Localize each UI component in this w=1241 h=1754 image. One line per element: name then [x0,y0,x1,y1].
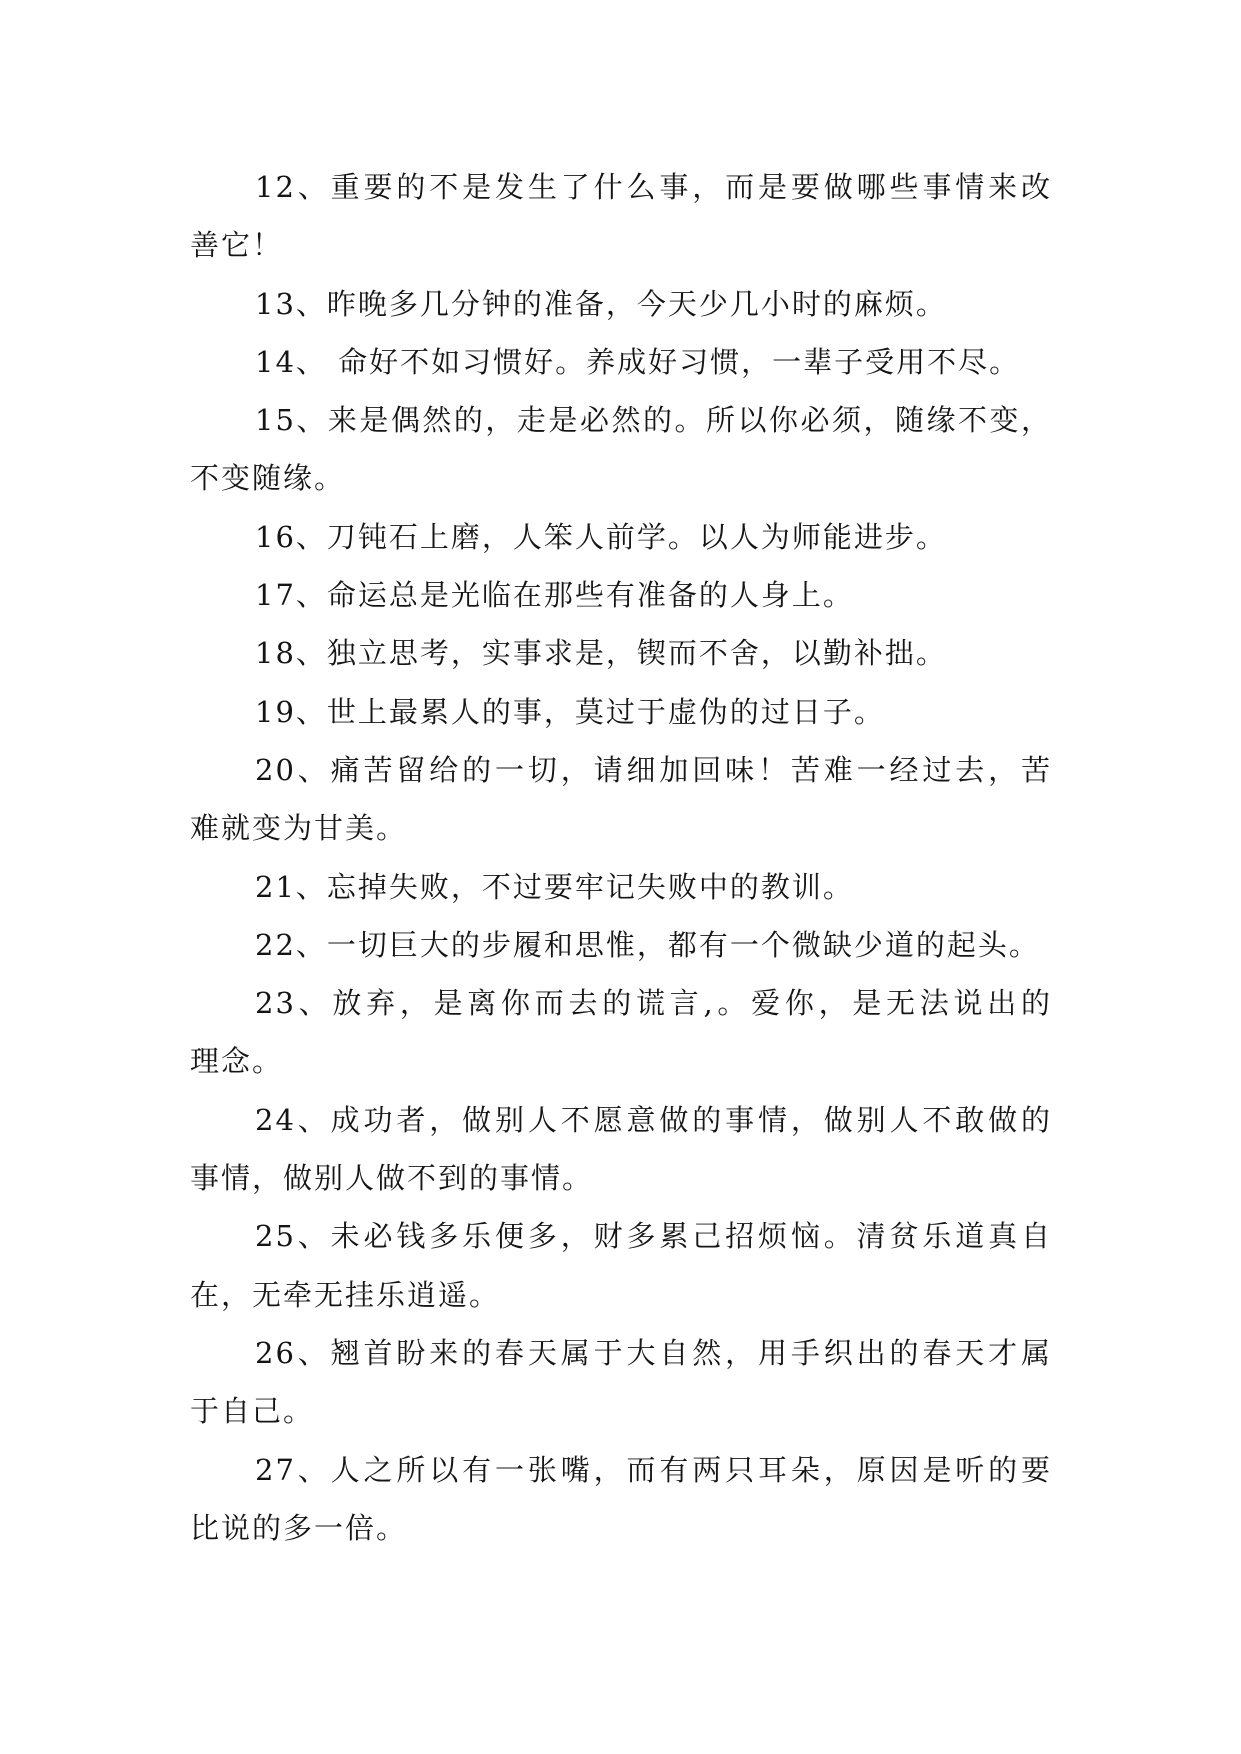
quote-paragraph-15 [190,391,1052,508]
paragraph-line: 不变随缘。 [190,461,346,496]
paragraph-line: 19、世上最累人的事，莫过于虚伪的过日子。 [255,694,885,729]
paragraph-line: 难就变为甘美。 [190,811,408,846]
paragraph-line: 18、独立思考，实事求是，锲而不舍，以勤补拙。 [255,636,947,671]
paragraph-line: 理念。 [190,1044,284,1079]
quote-paragraph-24 [190,1091,1052,1208]
paragraph-line: 26、翘首盼来的春天属于大自然，用手织出的春天才属 [255,1335,1052,1370]
quote-paragraph-22 [190,916,1052,974]
paragraph-line: 15、来是偶然的，走是必然的。所以你必须，随缘不变， [255,403,1052,438]
quote-paragraph-13 [190,275,1052,333]
paragraph-line: 13、昨晚多几分钟的准备，今天少几小时的麻烦。 [255,286,947,321]
quote-paragraph-26 [190,1324,1052,1441]
quote-paragraph-19 [190,683,1052,741]
document-body [190,158,1052,1557]
paragraph-line: 14、 命好不如习惯好。养成好习惯，一辈子受用不尽。 [255,344,1021,379]
paragraph-line: 比说的多一倍。 [190,1510,408,1545]
paragraph-line: 20、痛苦留给的一切，请细加回味！苦难一经过去，苦 [255,752,1052,787]
paragraph-line: 27、人之所以有一张嘴，而有两只耳朵，原因是听的要 [255,1452,1052,1487]
quote-paragraph-25 [190,1207,1052,1324]
quote-paragraph-16 [190,508,1052,566]
paragraph-line: 23、放弃，是离你而去的谎言,。爱你，是无法说出的 [255,986,1052,1021]
paragraph-line: 24、成功者，做别人不愿意做的事情，做别人不敢做的 [255,1102,1052,1137]
quote-paragraph-14 [190,333,1052,391]
paragraph-line: 于自己。 [190,1394,315,1429]
quote-paragraph-21 [190,858,1052,916]
quote-paragraph-27 [190,1441,1052,1558]
quote-paragraph-12 [190,158,1052,275]
paragraph-line: 善它！ [190,228,284,263]
paragraph-line: 17、命运总是光临在那些有准备的人身上。 [255,578,854,613]
quote-paragraph-17 [190,566,1052,624]
quote-paragraph-23 [190,974,1052,1091]
paragraph-line: 16、刀钝石上磨，人笨人前学。以人为师能进步。 [255,519,947,554]
quote-paragraph-18 [190,624,1052,682]
paragraph-line: 25、未必钱多乐便多，财多累己招烦恼。清贫乐道真自 [255,1219,1052,1254]
paragraph-line: 22、一切巨大的步履和思惟，都有一个微缺少道的起头。 [255,927,1040,962]
paragraph-line: 21、忘掉失败，不过要牢记失败中的教训。 [255,869,854,904]
paragraph-line: 事情，做别人做不到的事情。 [190,1161,594,1196]
quote-paragraph-20 [190,741,1052,858]
paragraph-line: 12、重要的不是发生了什么事，而是要做哪些事情来改 [255,170,1052,204]
paragraph-line: 在，无牵无挂乐逍遥。 [190,1277,501,1312]
